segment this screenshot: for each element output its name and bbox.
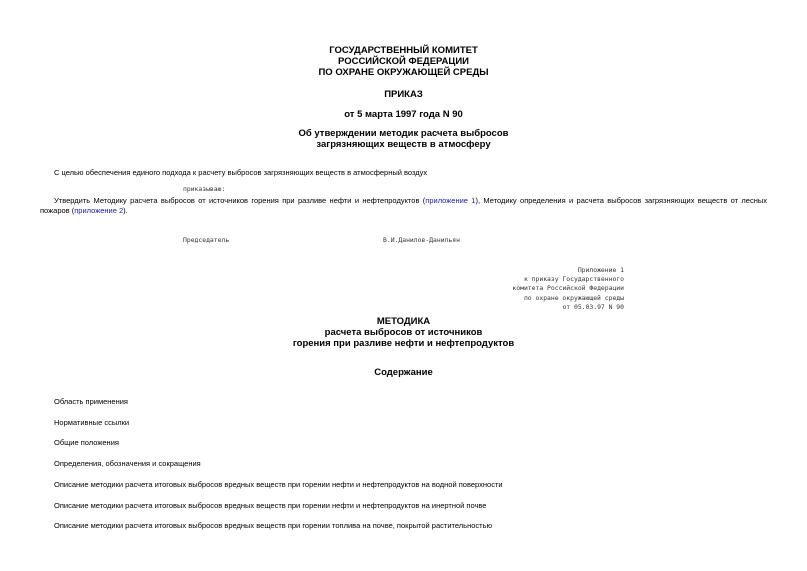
document-date (0, 109, 807, 120)
order-word: приказываю: (183, 185, 226, 193)
toc-item-inert-soil[interactable]: Описание методики расчета итоговых выбросов вредных веществ при горении нефти и нефтепродуктов на инертной почве (54, 501, 487, 510)
appendix-line-5: от 05.03.97 N 90 (562, 302, 624, 311)
toc-item-vegetated-soil[interactable]: Описание методики расчета итоговых выбросов вредных веществ при горении топлива на почве, покрытой растительностью (54, 521, 493, 530)
toc-item-scope[interactable]: Область применения (54, 397, 128, 406)
toc-item-definitions[interactable]: Определения, обозначения и сокращения (54, 459, 201, 468)
org-line-2: РОССИЙСКОЙ ФЕДЕРАЦИИ (337, 56, 469, 67)
document-subject (0, 128, 807, 150)
method-title-line-2: расчета выбросов от источников (324, 327, 483, 338)
approve-text-1: Утвердить Методику расчета выбросов от источников горения при разливе нефти и нефтепродуктов ( (54, 196, 426, 205)
intro-paragraph: С целью обеспечения единого подхода к расчету выбросов загрязняющих веществ в атмосферный воздух (54, 168, 428, 177)
subject-line-1: Об утверждении методик расчета выбросов (298, 128, 509, 139)
approve-text-3: ). (123, 206, 128, 215)
method-title (0, 316, 807, 349)
org-line-3: ПО ОХРАНЕ ОКРУЖАЮЩЕЙ СРЕДЫ (318, 67, 489, 78)
org-line-1: ГОСУДАРСТВЕННЫЙ КОМИТЕТ (329, 45, 478, 56)
organization-header (0, 45, 807, 78)
appendix-2-link[interactable]: приложение 2 (74, 206, 124, 215)
toc-item-water-surface[interactable]: Описание методики расчета итоговых выбросов вредных веществ при горении нефти и нефтепродуктов на водной поверхности (54, 480, 503, 489)
approve-paragraph (40, 196, 767, 216)
appendix-line-3: комитета Российской Федерации (512, 284, 624, 293)
document-type-label: ПРИКАЗ (384, 89, 423, 100)
contents-heading (0, 367, 807, 378)
document-type (0, 89, 807, 100)
method-title-line-3: горения при разливе нефти и нефтепродуктов (292, 338, 515, 349)
appendix-note (480, 266, 624, 312)
appendix-line-2: к приказу Государственного (523, 275, 624, 284)
subject-line-2: загрязняющих веществ в атмосферу (316, 139, 491, 150)
toc-item-general[interactable]: Общие положения (54, 438, 119, 447)
chair-name: В.И.Данилов-Данильян (383, 236, 460, 244)
approve-text-2: ), Методику определения и расчета выбросов загрязняющих веществ от лесных пожаров ( (40, 196, 768, 215)
appendix-1-link[interactable]: приложение 1 (425, 196, 476, 205)
document-date-label: от 5 марта 1997 года N 90 (344, 109, 463, 120)
appendix-line-4: по охране окружающей среды (523, 293, 624, 302)
method-title-line-1: МЕТОДИКА (376, 316, 431, 327)
contents-heading-label: Содержание (374, 367, 433, 378)
appendix-line-1: Приложение 1 (577, 266, 624, 274)
toc-item-references[interactable]: Нормативные ссылки (54, 418, 130, 427)
chair-title: Председатель (183, 236, 230, 244)
